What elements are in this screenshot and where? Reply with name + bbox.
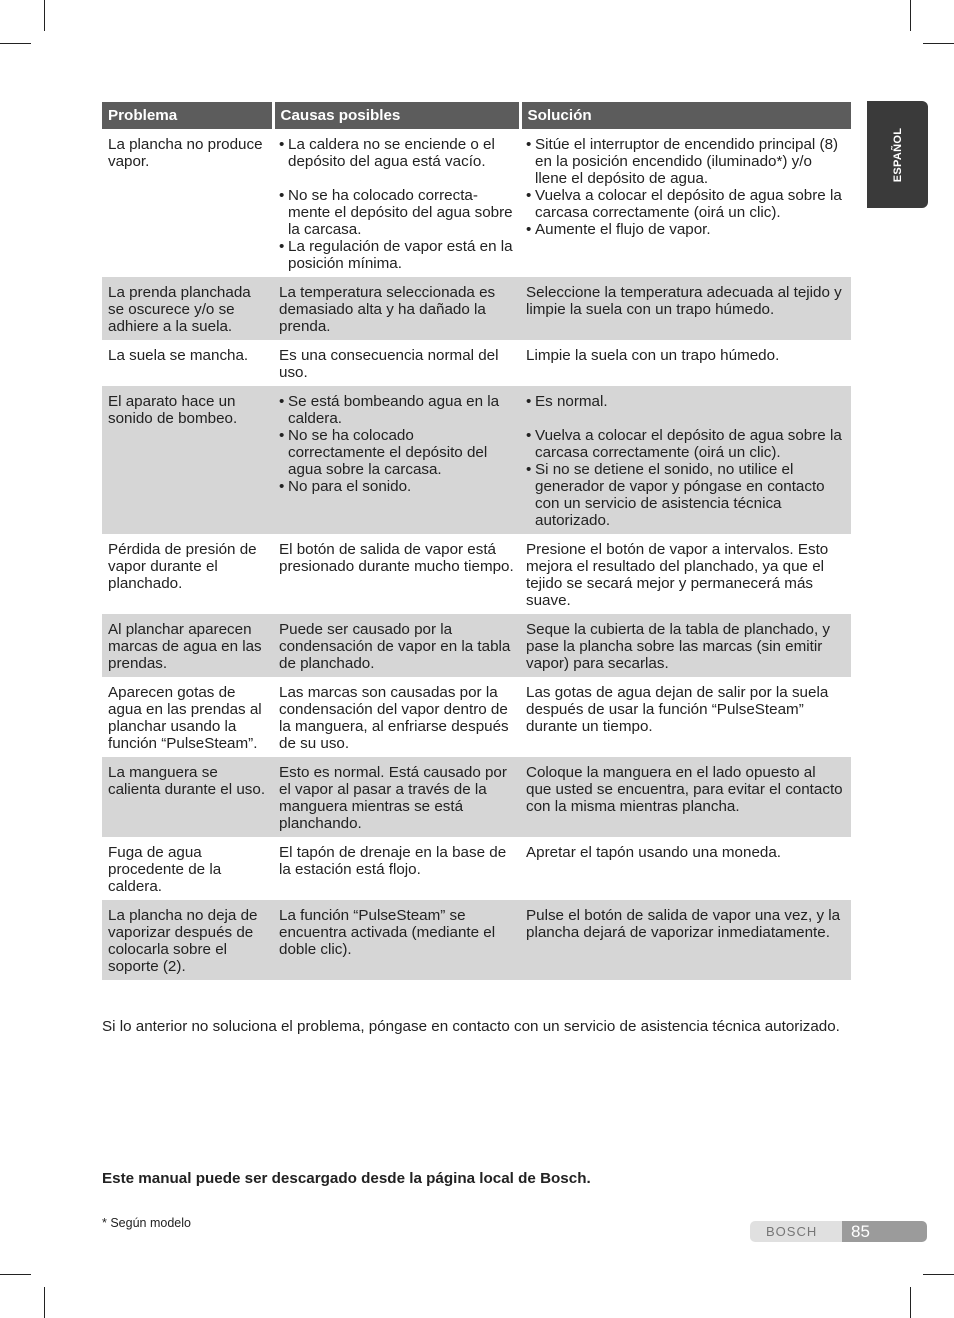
problem-cell: La prenda planchada se oscurece y/o se adhiere a la suela. xyxy=(102,277,273,340)
causes-cell: La temperatura seleccionada es demasiado alta y ha dañado la prenda. xyxy=(273,277,520,340)
crop-mark xyxy=(44,1287,45,1318)
causes-cell: La función “PulseSteam” se encuentra activada (mediante el doble clic). xyxy=(273,900,520,980)
table-row xyxy=(102,277,851,340)
problem-cell: El aparato hace un sonido de bombeo. xyxy=(102,386,273,534)
causes-cell: El botón de salida de vapor está presionado durante mucho tiempo. xyxy=(279,541,514,575)
solution-item: • Sitúe el interruptor de encendido principal (8) en la posición encendido (iluminado*) y/o llene el depósito de agua. xyxy=(526,136,845,187)
solution-cell: Pulse el botón de salida de vapor una vez, y la plancha dejará de vaporizar inmediatamente. xyxy=(520,900,851,980)
table-row xyxy=(102,340,851,386)
table-row xyxy=(102,534,851,614)
causes-cell: Esto es normal. Está causado por el vapor al pasar a través de la manguera mientras se está planchando. xyxy=(273,757,520,837)
solution-item: • Vuelva a colocar el depósito de agua sobre la carcasa correctamente (oirá un clic). xyxy=(526,427,845,461)
table-row xyxy=(102,900,851,980)
cause-item: • La caldera no se enciende o el depósito del agua está vacío. xyxy=(279,136,514,170)
solution-item: • Vuelva a colocar el depósito de agua sobre la carcasa correctamente (oirá un clic). xyxy=(526,187,845,221)
causes-cell xyxy=(273,129,520,277)
problem-cell: Al planchar aparecen marcas de agua en las prendas. xyxy=(102,614,273,677)
table-row xyxy=(102,129,851,277)
solution-cell: Coloque la manguera en el lado opuesto al que usted se encuentra, para evitar el contacto con la misma mientras plancha. xyxy=(520,757,851,837)
header-problem: Problema xyxy=(102,102,273,129)
troubleshooting-table xyxy=(102,102,851,980)
causes-cell: El tapón de drenaje en la base de la estación está flojo. xyxy=(279,844,507,878)
problem-cell: Aparecen gotas de agua en las prendas al planchar usando la función “PulseSteam”. xyxy=(108,684,262,752)
problem-cell: La plancha no deja de vaporizar después de colocarla sobre el soporte (2). xyxy=(102,900,273,980)
solution-cell xyxy=(520,386,851,534)
crop-mark xyxy=(44,0,45,31)
table-row xyxy=(102,614,851,677)
cause-item: • No se ha colocado correctamente el depósito del agua sobre la carcasa. xyxy=(279,427,514,478)
cause-item: • La regulación de vapor está en la posición mínima. xyxy=(279,238,514,272)
causes-cell: Las marcas son causadas por la condensación del vapor dentro de la manguera, al enfriarse después de su uso. xyxy=(279,684,509,752)
causes-cell: Es una consecuencia normal del uso. xyxy=(279,347,499,381)
table-header-row xyxy=(102,102,851,129)
crop-mark xyxy=(923,1274,954,1275)
problem-cell: La manguera se calienta durante el uso. xyxy=(102,757,273,837)
cause-item: • No para el sonido. xyxy=(279,478,514,495)
solution-cell: Seleccione la temperatura adecuada al tejido y limpie la suela con un trapo húmedo. xyxy=(520,277,851,340)
problem-cell: Pérdida de presión de vapor durante el planchado. xyxy=(108,541,257,592)
causes-cell: Puede ser causado por la condensación de vapor en la tabla de planchado. xyxy=(273,614,520,677)
solution-item: • Es normal. xyxy=(526,393,845,410)
solution-item: • Si no se detiene el sonido, no utilice el generador de vapor y póngase en contacto con un servicio de asistencia técnica autorizado. xyxy=(526,461,845,529)
solution-cell: Presione el botón de vapor a intervalos. Esto mejora el resultado del planchado, ya que el tejido se secará mejor y permanecerá más suave. xyxy=(526,541,829,609)
solution-cell: Las gotas de agua dejan de salir por la suela después de usar la función “PulseSteam” durante un tiempo. xyxy=(526,684,829,735)
crop-mark xyxy=(0,43,31,44)
solution-cell: Apretar el tapón usando una moneda. xyxy=(526,844,781,861)
crop-mark xyxy=(910,0,911,31)
table-row xyxy=(102,837,851,900)
download-note: Este manual puede ser descargado desde la página local de Bosch. xyxy=(102,1170,591,1187)
problem-cell: Fuga de agua procedente de la caldera. xyxy=(108,844,222,895)
problem-cell: La suela se mancha. xyxy=(108,347,249,364)
problem-cell: La plancha no produce vapor. xyxy=(108,136,263,170)
footnote: * Según modelo xyxy=(102,1216,191,1230)
causes-cell xyxy=(273,386,520,534)
crop-mark xyxy=(910,1287,911,1318)
table-row xyxy=(102,757,851,837)
language-tab-label: ESPAÑOL xyxy=(891,127,904,182)
solution-item: • Aumente el flujo de vapor. xyxy=(526,221,845,238)
language-tab xyxy=(867,101,928,208)
cause-item: • No se ha colocado correcta-mente el depósito del agua sobre la carcasa. xyxy=(279,187,514,238)
service-note: Si lo anterior no soluciona el problema, póngase en contacto con un servicio de asistencia técnica autorizado. xyxy=(102,1018,840,1035)
crop-mark xyxy=(923,43,954,44)
solution-cell: Limpie la suela con un trapo húmedo. xyxy=(526,347,780,364)
solution-cell xyxy=(520,129,851,277)
page-number: 85 xyxy=(842,1221,927,1242)
solution-cell: Seque la cubierta de la tabla de planchado, y pase la plancha sobre las marcas (sin emitir vapor) para secarlas. xyxy=(520,614,851,677)
brand-label: BOSCH xyxy=(750,1221,842,1242)
header-solution: Solución xyxy=(520,102,851,129)
header-causes: Causas posibles xyxy=(273,102,520,129)
cause-item: • Se está bombeando agua en la caldera. xyxy=(279,393,514,427)
crop-mark xyxy=(0,1274,31,1275)
table-row xyxy=(102,677,851,757)
table-row xyxy=(102,386,851,534)
